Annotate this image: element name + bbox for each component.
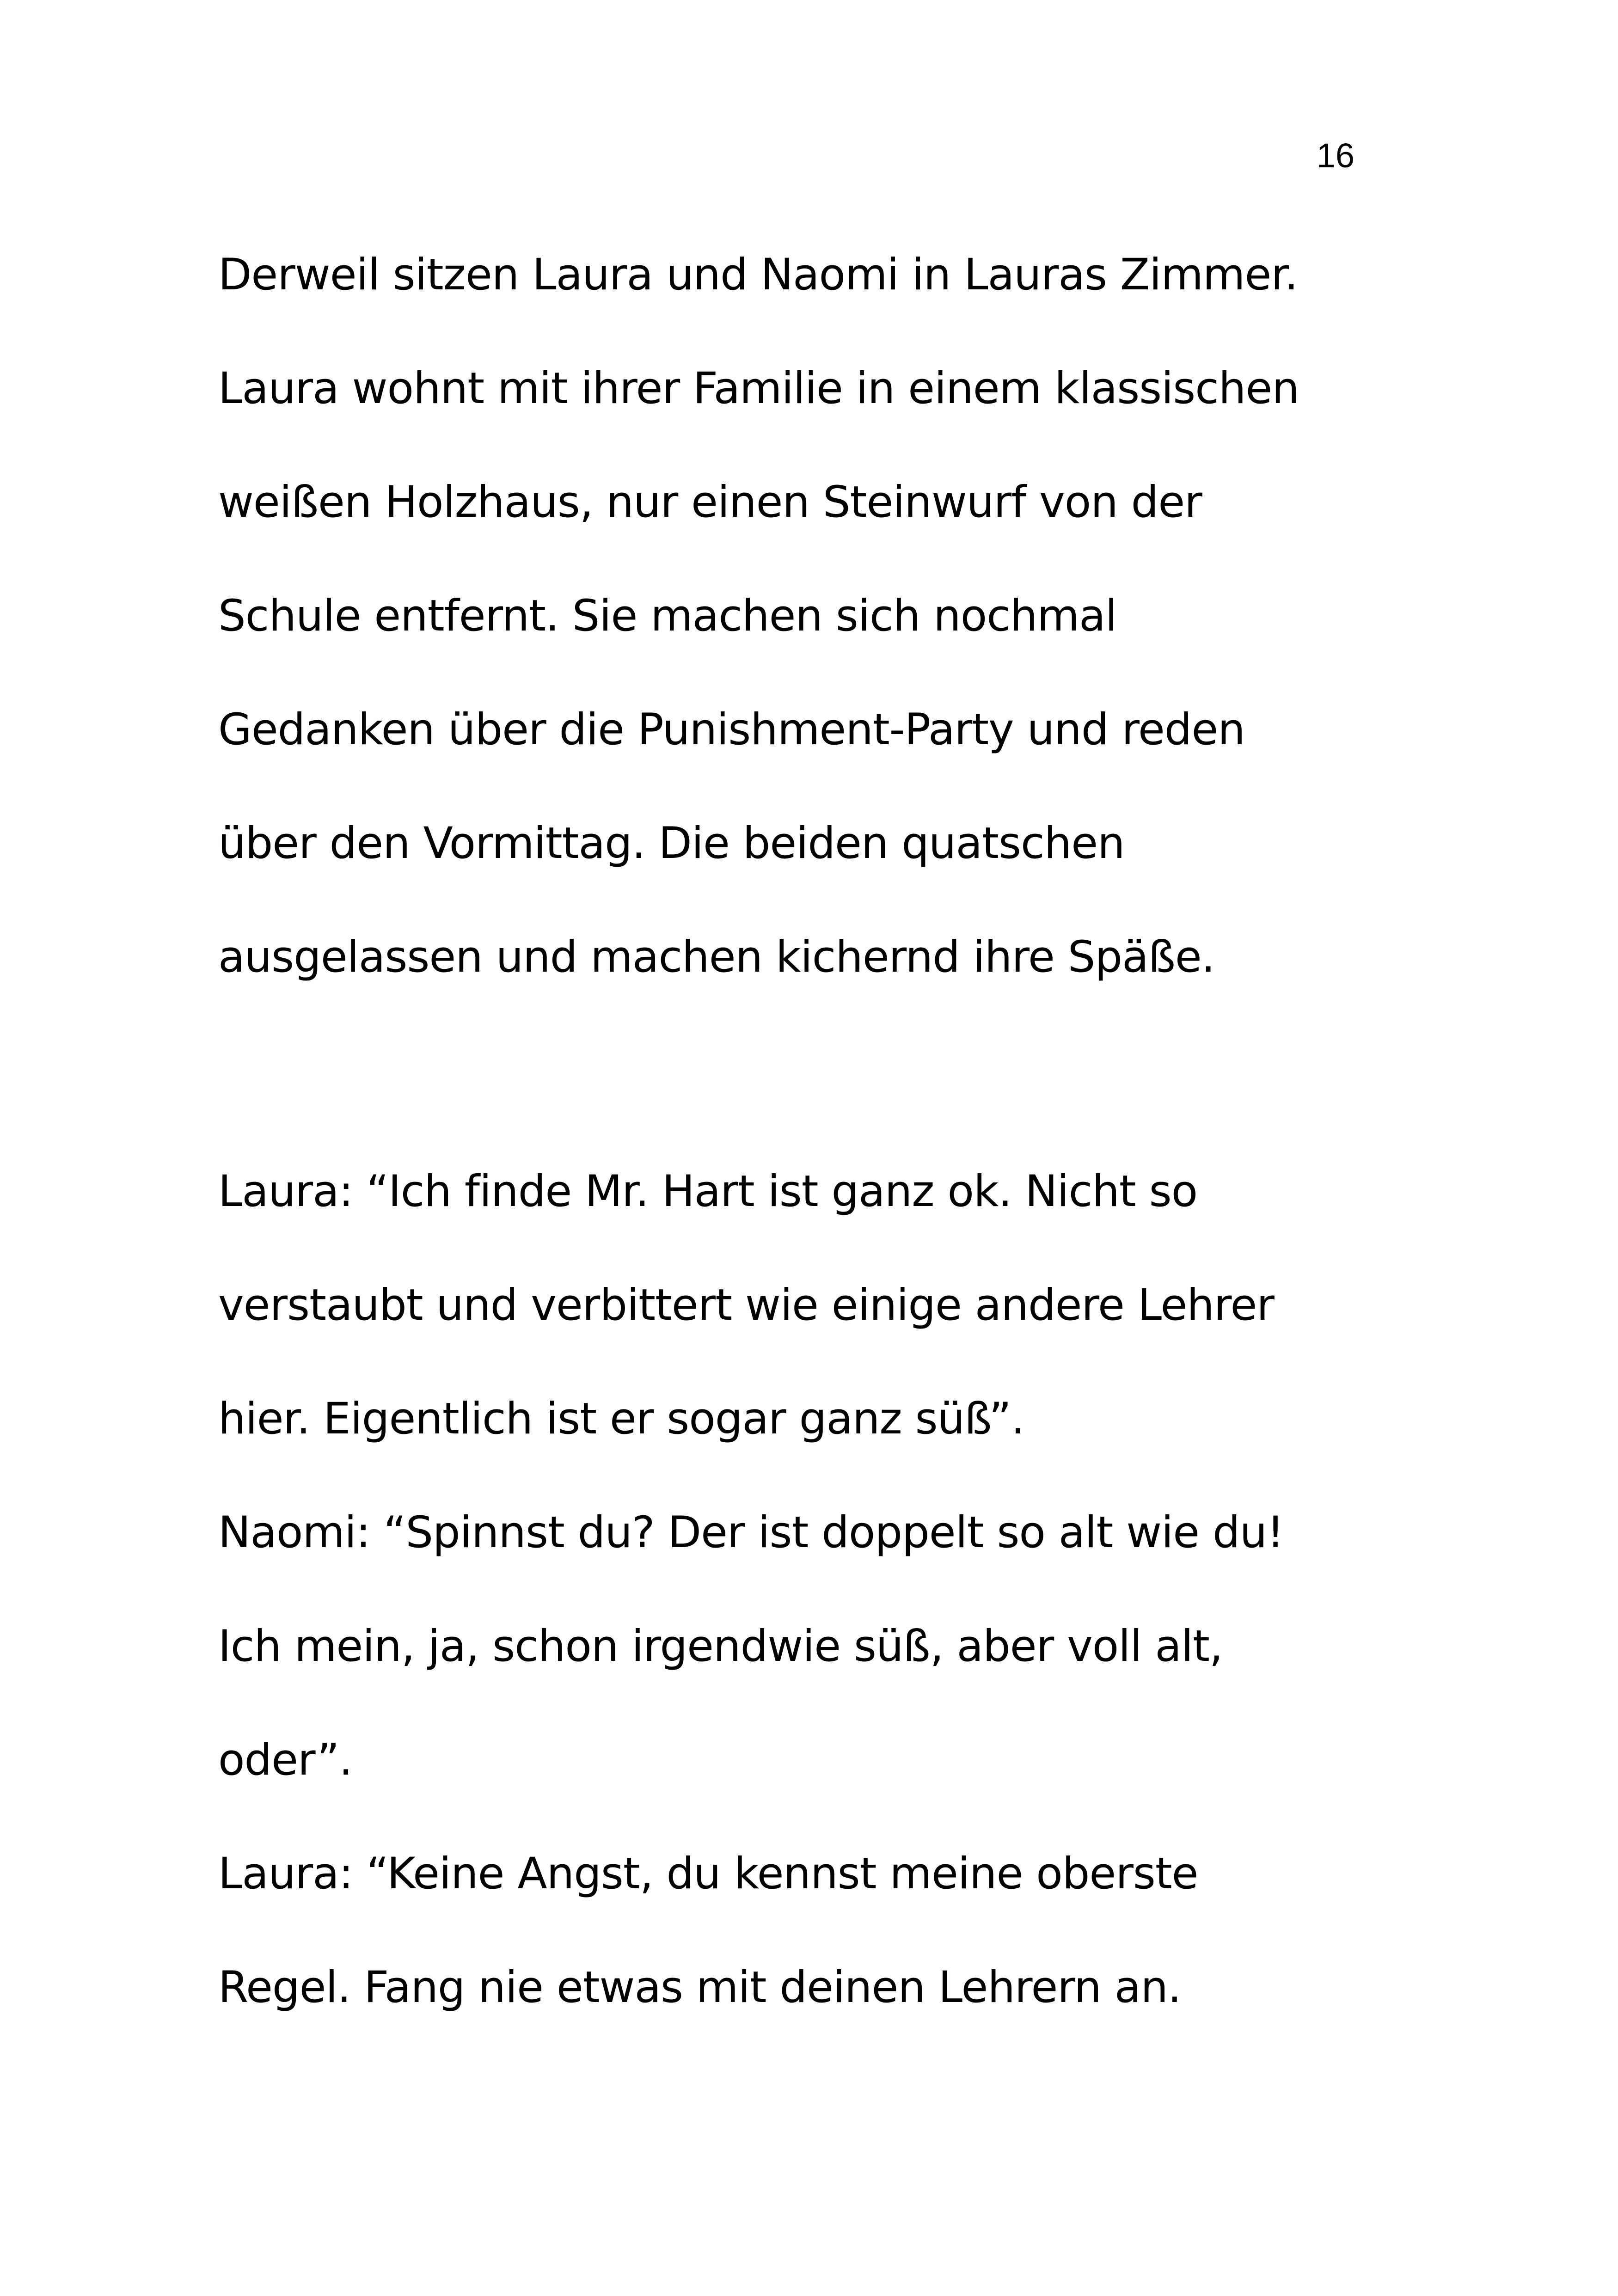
text-line: ausgelassen und machen kichernd ihre Späße. [218, 932, 1215, 982]
text-line: Gedanken über die Punishment-Party und reden [218, 704, 1245, 755]
dialogue-line: hier. Eigentlich ist er sogar ganz süß”. [218, 1394, 1024, 1444]
text-line: über den Vormittag. Die beiden quatschen [218, 818, 1125, 869]
dialogue-line: Regel. Fang nie etwas mit deinen Lehrern an. [218, 1962, 1181, 2013]
text-line: weißen Holzhaus, nur einen Steinwurf von der [218, 477, 1202, 527]
dialogue-section [218, 1135, 1355, 2045]
dialogue-line: Ich mein, ja, schon irgendwie süß, aber voll alt, [218, 1621, 1223, 1671]
text-line: Schule entfernt. Sie machen sich nochmal [218, 591, 1117, 641]
dialogue-line: Laura: “Keine Angst, du kennst meine oberste [218, 1849, 1198, 1899]
page-number: 16 [1316, 136, 1354, 175]
text-line: Derweil sitzen Laura und Naomi in Lauras Zimmer. [218, 250, 1298, 300]
text-line: Laura wohnt mit ihrer Familie in einem klassischen [218, 363, 1299, 414]
dialogue-line: Naomi: “Spinnst du? Der ist doppelt so alt wie du! [218, 1507, 1284, 1558]
dialogue-line: Laura: “Ich finde Mr. Hart ist ganz ok. Nicht so [218, 1166, 1198, 1217]
narrative-paragraph [218, 218, 1355, 1014]
dialogue-line: oder”. [218, 1735, 353, 1785]
dialogue-line: verstaubt und verbittert wie einige andere Lehrer [218, 1280, 1274, 1330]
